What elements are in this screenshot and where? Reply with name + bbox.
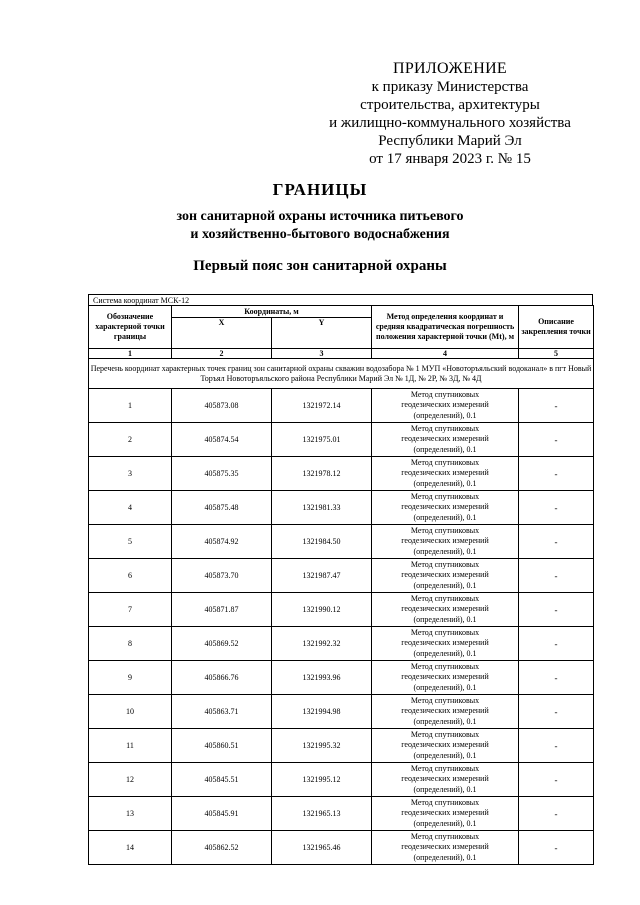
table-row (89, 729, 594, 763)
header-designation: Обозначение характерной точки границы (89, 306, 172, 349)
header-coords: Координаты, м (172, 306, 372, 318)
column-number-row (89, 349, 594, 359)
table-row (89, 457, 594, 491)
header-description: Описание закрепления точки (519, 306, 594, 349)
method-line: геодезических измерений (401, 400, 489, 410)
method-cell (372, 593, 519, 627)
method-line: Метод спутниковых (410, 661, 480, 671)
coord-x: 405875.35 (172, 457, 272, 491)
table-row (89, 423, 594, 457)
method-line: геодезических измерений (401, 672, 489, 682)
point-description: - (519, 763, 594, 797)
point-description: - (519, 491, 594, 525)
point-description: - (519, 695, 594, 729)
method-line: геодезических измерений (401, 604, 489, 614)
point-description: - (519, 423, 594, 457)
method-line: (определений), 0.1 (413, 750, 477, 760)
method-line: Метод спутниковых (410, 593, 480, 603)
point-number: 14 (89, 831, 172, 865)
method-cell (372, 661, 519, 695)
belt-heading: Первый пояс зон санитарной охраны (193, 258, 447, 274)
header-method: Метод определения координат и средняя квадратическая погрешность положения характерной точки (Mt), м (372, 306, 519, 349)
method-line: геодезических измерений (401, 570, 489, 580)
method-line: Метод спутниковых (410, 627, 480, 637)
method-line: геодезических измерений (401, 740, 489, 750)
method-cell (372, 389, 519, 423)
coord-y: 1321992.32 (272, 627, 372, 661)
method-line: геодезических измерений (401, 706, 489, 716)
appendix-line: и жилищно-коммунального хозяйства (329, 115, 571, 131)
method-line: Метод спутниковых (410, 525, 480, 535)
document-subtitle (0, 208, 640, 244)
point-number: 1 (89, 389, 172, 423)
method-cell (372, 763, 519, 797)
coord-y: 1321987.47 (272, 559, 372, 593)
method-line: Метод спутниковых (410, 423, 480, 433)
method-line: Метод спутниковых (410, 831, 480, 841)
method-line: (определений), 0.1 (413, 580, 477, 590)
table-row (89, 491, 594, 525)
point-description: - (519, 831, 594, 865)
method-line: (определений), 0.1 (413, 614, 477, 624)
method-line: Метод спутниковых (410, 491, 480, 501)
coord-y: 1321984.50 (272, 525, 372, 559)
point-number: 7 (89, 593, 172, 627)
method-line: (определений), 0.1 (413, 546, 477, 556)
table-row (89, 797, 594, 831)
coord-y: 1321994.98 (272, 695, 372, 729)
column-number: 5 (519, 349, 594, 359)
document-title: ГРАНИЦЫ (272, 180, 368, 199)
appendix-line: Республики Марий Эл (378, 133, 522, 149)
method-line: геодезических измерений (401, 638, 489, 648)
method-line: Метод спутниковых (410, 695, 480, 705)
method-line: геодезических измерений (401, 842, 489, 852)
point-description: - (519, 559, 594, 593)
coord-x: 405866.76 (172, 661, 272, 695)
point-number: 9 (89, 661, 172, 695)
method-line: геодезических измерений (401, 774, 489, 784)
method-cell (372, 831, 519, 865)
method-cell (372, 491, 519, 525)
coord-x: 405874.92 (172, 525, 272, 559)
method-line: Метод спутниковых (410, 559, 480, 569)
point-number: 12 (89, 763, 172, 797)
table-row (89, 627, 594, 661)
point-description: - (519, 661, 594, 695)
method-cell (372, 797, 519, 831)
point-description: - (519, 457, 594, 491)
coord-x: 405860.51 (172, 729, 272, 763)
method-line: (определений), 0.1 (413, 716, 477, 726)
appendix-line: строительства, архитектуры (360, 97, 540, 113)
column-number: 2 (172, 349, 272, 359)
appendix-block (300, 60, 600, 168)
table-row (89, 695, 594, 729)
header-y: Y (272, 318, 372, 349)
method-cell (372, 457, 519, 491)
point-number: 2 (89, 423, 172, 457)
table-row (89, 593, 594, 627)
table-row (89, 559, 594, 593)
coord-y: 1321978.12 (272, 457, 372, 491)
coord-x: 405869.52 (172, 627, 272, 661)
point-number: 4 (89, 491, 172, 525)
table-row (89, 661, 594, 695)
subtitle-line: зон санитарной охраны источника питьевого (176, 209, 464, 224)
coord-x: 405873.70 (172, 559, 272, 593)
coord-y: 1321981.33 (272, 491, 372, 525)
coord-y: 1321990.12 (272, 593, 372, 627)
table-row (89, 831, 594, 865)
table-row (89, 763, 594, 797)
method-line: Метод спутниковых (410, 389, 480, 399)
method-line: геодезических измерений (401, 434, 489, 444)
coord-y: 1321995.32 (272, 729, 372, 763)
point-description: - (519, 729, 594, 763)
point-description: - (519, 525, 594, 559)
point-number: 6 (89, 559, 172, 593)
point-description: - (519, 593, 594, 627)
method-line: геодезических измерений (401, 502, 489, 512)
method-line: (определений), 0.1 (413, 444, 477, 454)
point-number: 13 (89, 797, 172, 831)
coord-x: 405863.71 (172, 695, 272, 729)
method-line: (определений), 0.1 (413, 852, 477, 862)
coord-y: 1321972.14 (272, 389, 372, 423)
method-line: геодезических измерений (401, 468, 489, 478)
point-number: 10 (89, 695, 172, 729)
method-line: (определений), 0.1 (413, 648, 477, 658)
coord-system-label: Система координат МСК-12 (88, 294, 593, 305)
method-cell (372, 559, 519, 593)
point-number: 8 (89, 627, 172, 661)
method-line: (определений), 0.1 (413, 410, 477, 420)
method-line: (определений), 0.1 (413, 512, 477, 522)
point-description: - (519, 627, 594, 661)
coordinates-table (88, 305, 594, 865)
point-number: 3 (89, 457, 172, 491)
table-row (89, 389, 594, 423)
method-line: (определений), 0.1 (413, 682, 477, 692)
method-line: геодезических измерений (401, 808, 489, 818)
coord-x: 405862.52 (172, 831, 272, 865)
method-line: (определений), 0.1 (413, 818, 477, 828)
method-line: (определений), 0.1 (413, 478, 477, 488)
method-line: Метод спутниковых (410, 763, 480, 773)
method-cell (372, 695, 519, 729)
coord-x: 405845.91 (172, 797, 272, 831)
coord-y: 1321993.96 (272, 661, 372, 695)
method-line: геодезических измерений (401, 536, 489, 546)
method-cell (372, 627, 519, 661)
column-number: 3 (272, 349, 372, 359)
coord-x: 405873.08 (172, 389, 272, 423)
coord-x: 405875.48 (172, 491, 272, 525)
column-number: 4 (372, 349, 519, 359)
point-number: 5 (89, 525, 172, 559)
header-x: X (172, 318, 272, 349)
coord-y: 1321965.13 (272, 797, 372, 831)
point-description: - (519, 797, 594, 831)
column-number: 1 (89, 349, 172, 359)
coord-y: 1321995.12 (272, 763, 372, 797)
list-title-row (89, 359, 594, 389)
point-description: - (519, 389, 594, 423)
method-line: Метод спутниковых (410, 457, 480, 467)
method-cell (372, 729, 519, 763)
appendix-line: от 17 января 2023 г. № 15 (369, 151, 531, 167)
list-title: Перечень координат характерных точек границ зон санитарной охраны скважин водозабора № 1 МУП «Новоторъяльский водоканал» в пгт Новый Торъял Новоторъяльского района Республики Марий Эл № 1Д, № 2Р, № 3Д, № 4Д (89, 359, 594, 389)
method-cell (372, 525, 519, 559)
coord-y: 1321975.01 (272, 423, 372, 457)
appendix-title: ПРИЛОЖЕНИЕ (392, 60, 507, 77)
method-line: (определений), 0.1 (413, 784, 477, 794)
point-number: 11 (89, 729, 172, 763)
appendix-line: к приказу Министерства (371, 79, 529, 95)
method-cell (372, 423, 519, 457)
subtitle-line: и хозяйственно-бытового водоснабжения (190, 227, 450, 242)
method-line: Метод спутниковых (410, 797, 480, 807)
coord-y: 1321965.46 (272, 831, 372, 865)
method-line: Метод спутниковых (410, 729, 480, 739)
table-row (89, 525, 594, 559)
coord-x: 405874.54 (172, 423, 272, 457)
coord-x: 405871.87 (172, 593, 272, 627)
coord-x: 405845.51 (172, 763, 272, 797)
